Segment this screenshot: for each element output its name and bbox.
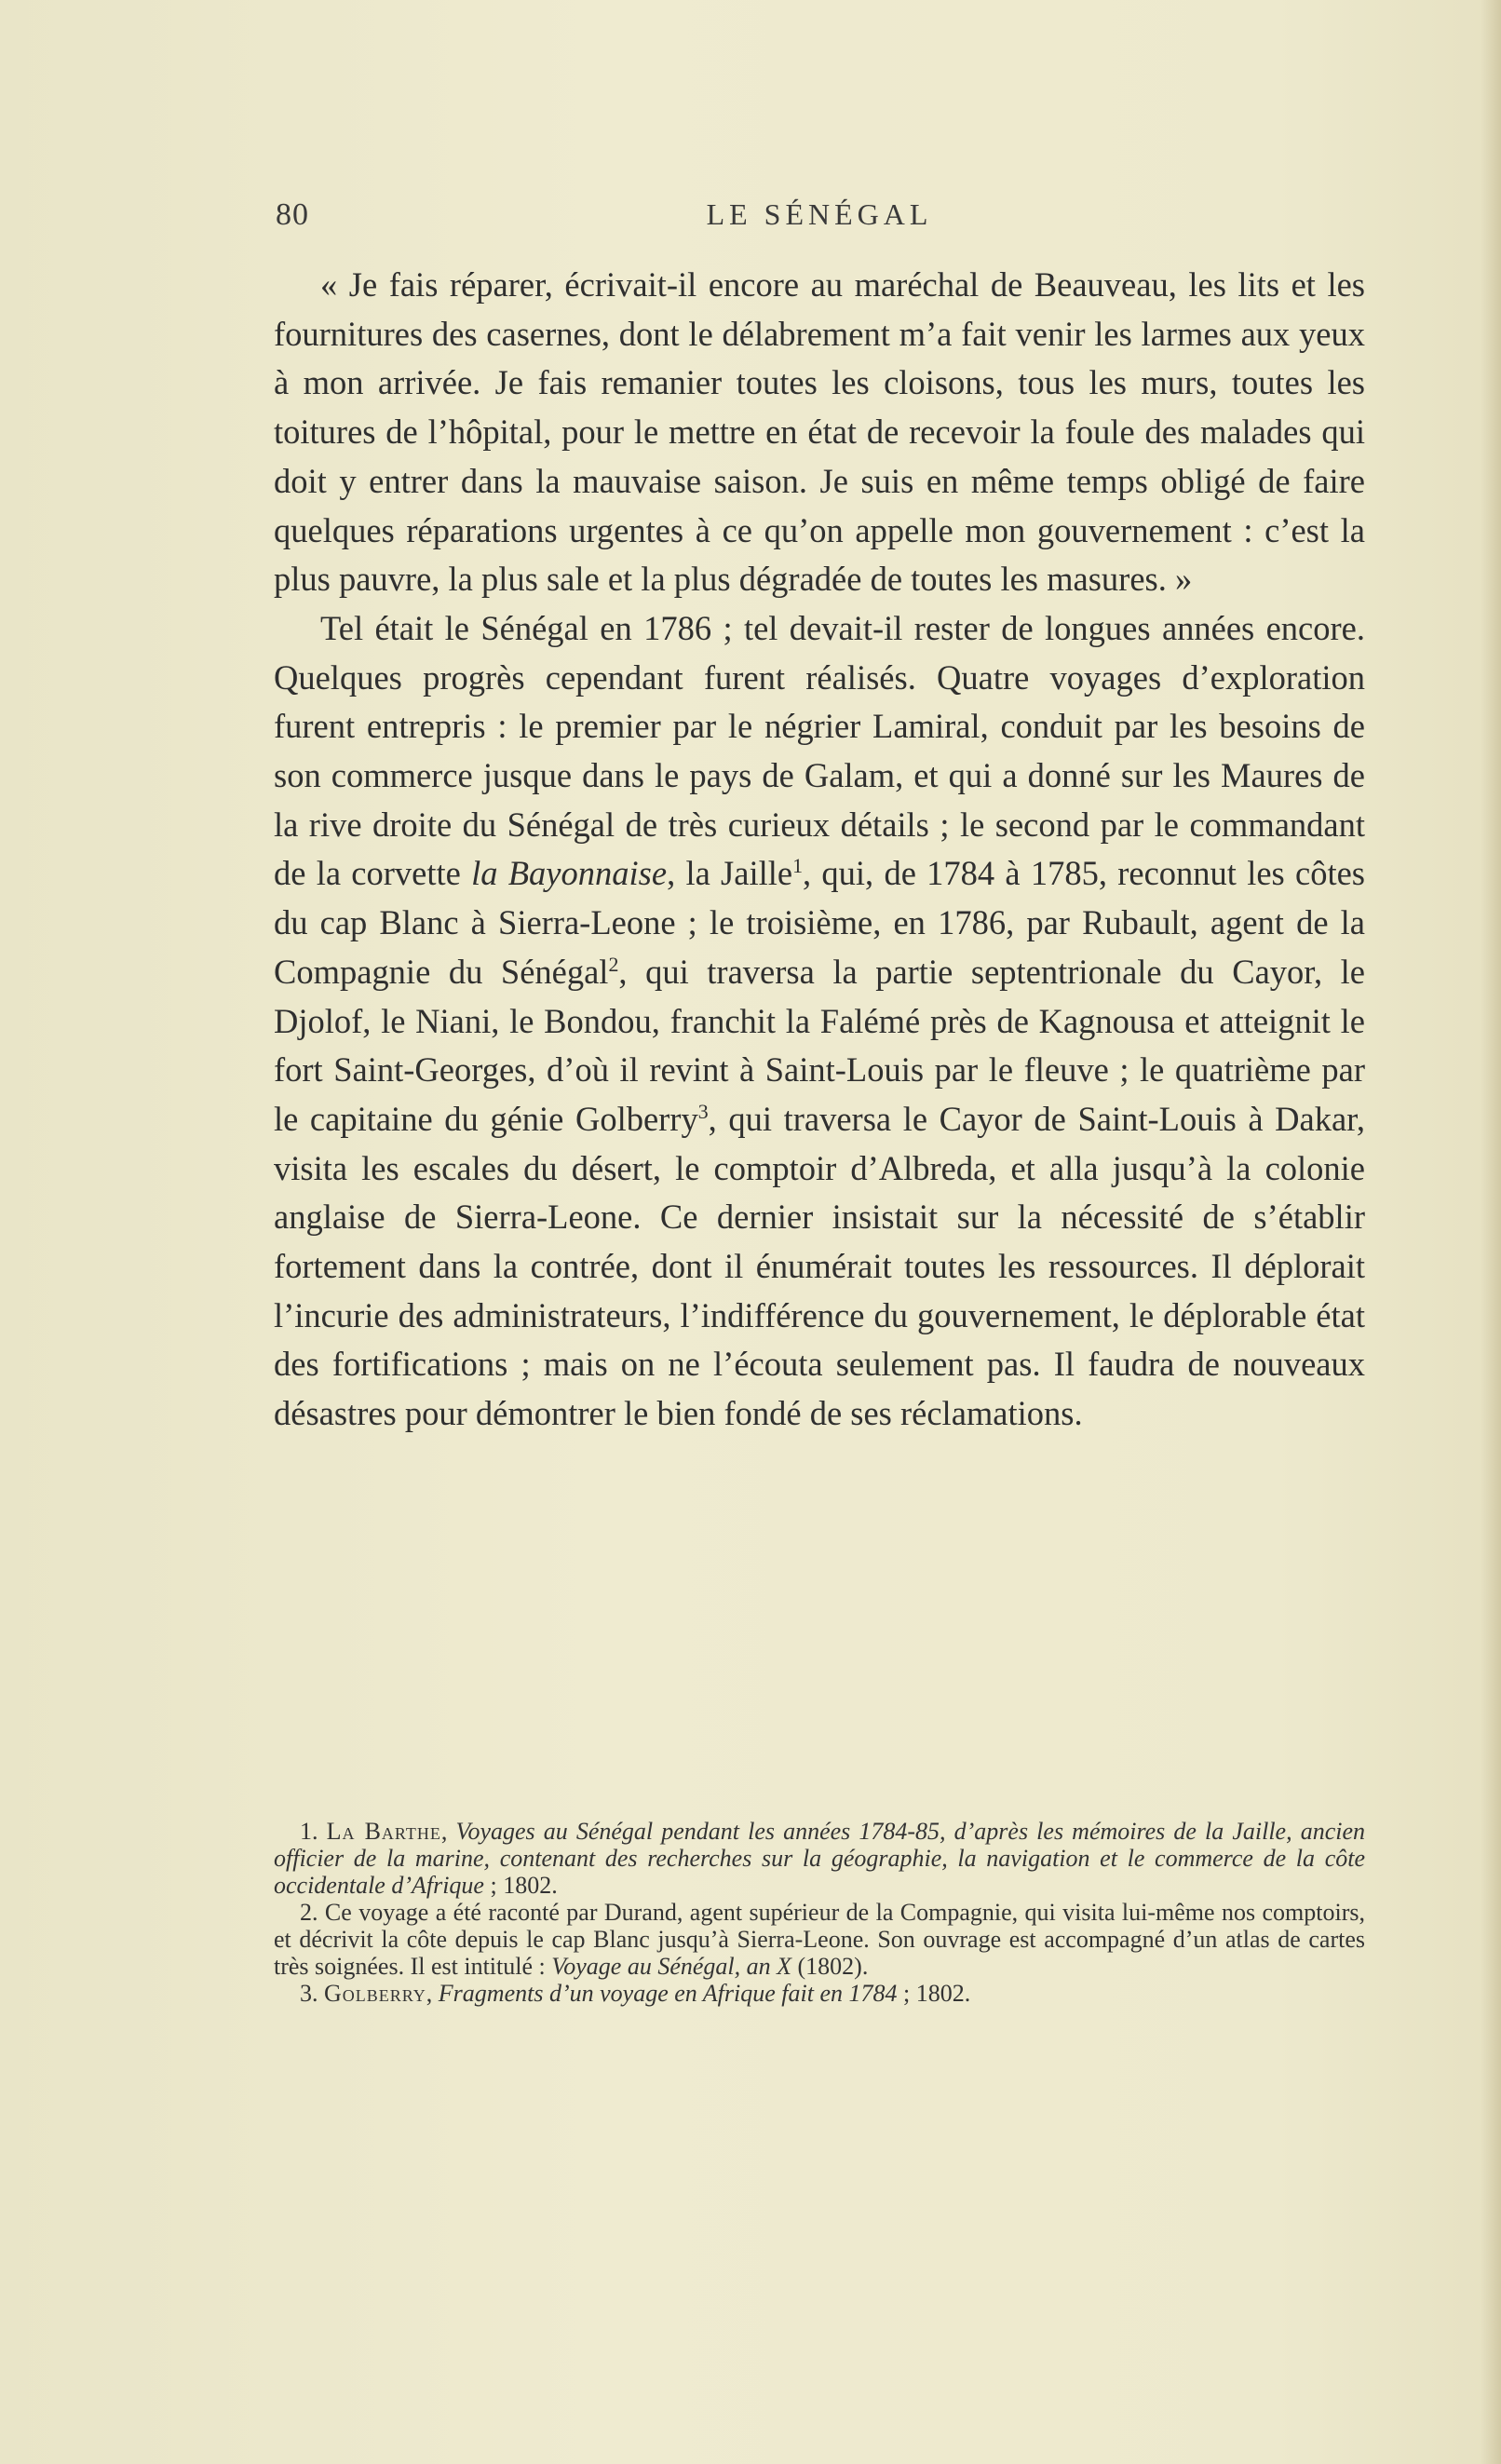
paragraph-voyages-part-c: , qui, de 1784 à 1785, reconnut les côtes du cap Blanc à Sierra-Leone ; le troisième, en 1786, par Rubault, agent de la Compagnie du Sénégal — [274, 854, 1365, 991]
footnotes — [274, 1818, 1365, 2007]
footnote-1 — [274, 1818, 1365, 1899]
footnote-2-date: (1802). — [791, 1953, 869, 1980]
page-edge-shadow — [1481, 0, 1501, 2464]
footnote-3-title: Fragments d’un voyage en Afrique fait en 1784 — [438, 1980, 898, 2007]
paragraph-voyages-part-e: , qui traversa le Cayor de Saint-Louis à Dakar, visita les escales du désert, le comptoir d’Albreda, et alla jusqu’à la colonie anglaise de Sierra-Leone. Ce dernier insistait sur la nécessité de s’établir fortement dans la contrée, dont il énumérait toutes les ressources. Il déplorait l’incurie des administrateurs, l’indifférence du gouvernement, le déplorable état des fortifications ; mais on ne l’écouta seulement pas. Il faudra de nouveaux désastres pour démontrer le bien fondé de ses réclamations. — [274, 1099, 1365, 1433]
paragraph-voyages — [274, 604, 1365, 1439]
footnote-ref-1: 1 — [792, 854, 804, 878]
footnote-3-number: 3. — [300, 1980, 324, 2007]
footnote-3-author: Golberry — [324, 1980, 426, 2007]
footnote-3 — [274, 1980, 1365, 2007]
footnote-3-separator: , — [426, 1980, 439, 2007]
footnote-2 — [274, 1899, 1365, 1980]
footnote-1-separator: , — [440, 1818, 456, 1845]
ship-name: la Bayonnaise — [471, 854, 668, 893]
paragraph-voyages-part-b: , la Jaille — [667, 854, 793, 893]
footnote-3-date: ; 1802. — [897, 1980, 971, 2007]
footnote-2-title: Voyage au Sénégal, an X — [551, 1953, 791, 1980]
main-text — [274, 261, 1365, 1439]
footnote-1-title: Voyages au Sénégal pendant les années 1784-85, d’après les mémoires de la Jaille, ancien officier de la marine, contenant des recherches sur la géographie, la navigation et le commerce de la côte occidentale d’Afrique — [274, 1818, 1366, 1899]
footnote-ref-3: 3 — [697, 1099, 709, 1123]
footnote-1-author: La Barthe — [326, 1818, 441, 1845]
page-number: 80 — [276, 197, 309, 232]
footnote-2-text: 2. Ce voyage a été raconté par Durand, agent supérieur de la Compagnie, qui visita lui-même nos comptoirs, et décrivit la côte depuis le cap Blanc jusqu’à Sierra-Leone. Son ouvrage est accompagné d’un atlas de cartes très soignées. Il est intitulé : — [274, 1899, 1365, 1980]
footnote-ref-2: 2 — [608, 952, 619, 976]
paragraph-quote: « Je fais réparer, écrivait-il encore au maréchal de Beauveau, les lits et les fournitures des casernes, dont le délabrement m’a fait venir les larmes aux yeux à mon arrivée. Je fais remanier toutes les cloisons, tous les murs, toutes les toitures de l’hôpital, pour le mettre en état de recevoir la foule des malades qui doit y entrer dans la mauvaise saison. Je suis en même temps obligé de faire quelques réparations urgentes à ce qu’on appelle mon gouvernement : c’est la plus pauvre, la plus sale et la plus dégradée de toutes les masures. » — [274, 265, 1365, 599]
footnote-1-date: ; 1802. — [483, 1872, 558, 1899]
footnote-1-number: 1. — [300, 1818, 327, 1845]
paragraph-voyages-part-a: Tel était le Sénégal en 1786 ; tel devait-il rester de longues années encore. Quelques progrès cependant furent réalisés. Quatre voyages d’exploration furent entrepris : le premier par le négrier Lamiral, conduit par les besoins de son commerce jusque dans le pays de Galam, et qui a donné sur les Maures de la rive droite du Sénégal de très curieux détails ; le second par le commandant de la corvette — [274, 608, 1365, 893]
running-title: LE SÉNÉGAL — [706, 197, 933, 231]
paragraph-voyages-part-d: , qui traversa la partie septentrionale du Cayor, le Djolof, le Niani, le Bondou, franchit la Falémé près de Kagnousa et atteignit le fort Saint-Georges, d’où il revint à Saint-Louis par le fleuve ; le quatrième par le capitaine du génie Golberry — [274, 952, 1365, 1138]
page-header — [276, 197, 1363, 244]
